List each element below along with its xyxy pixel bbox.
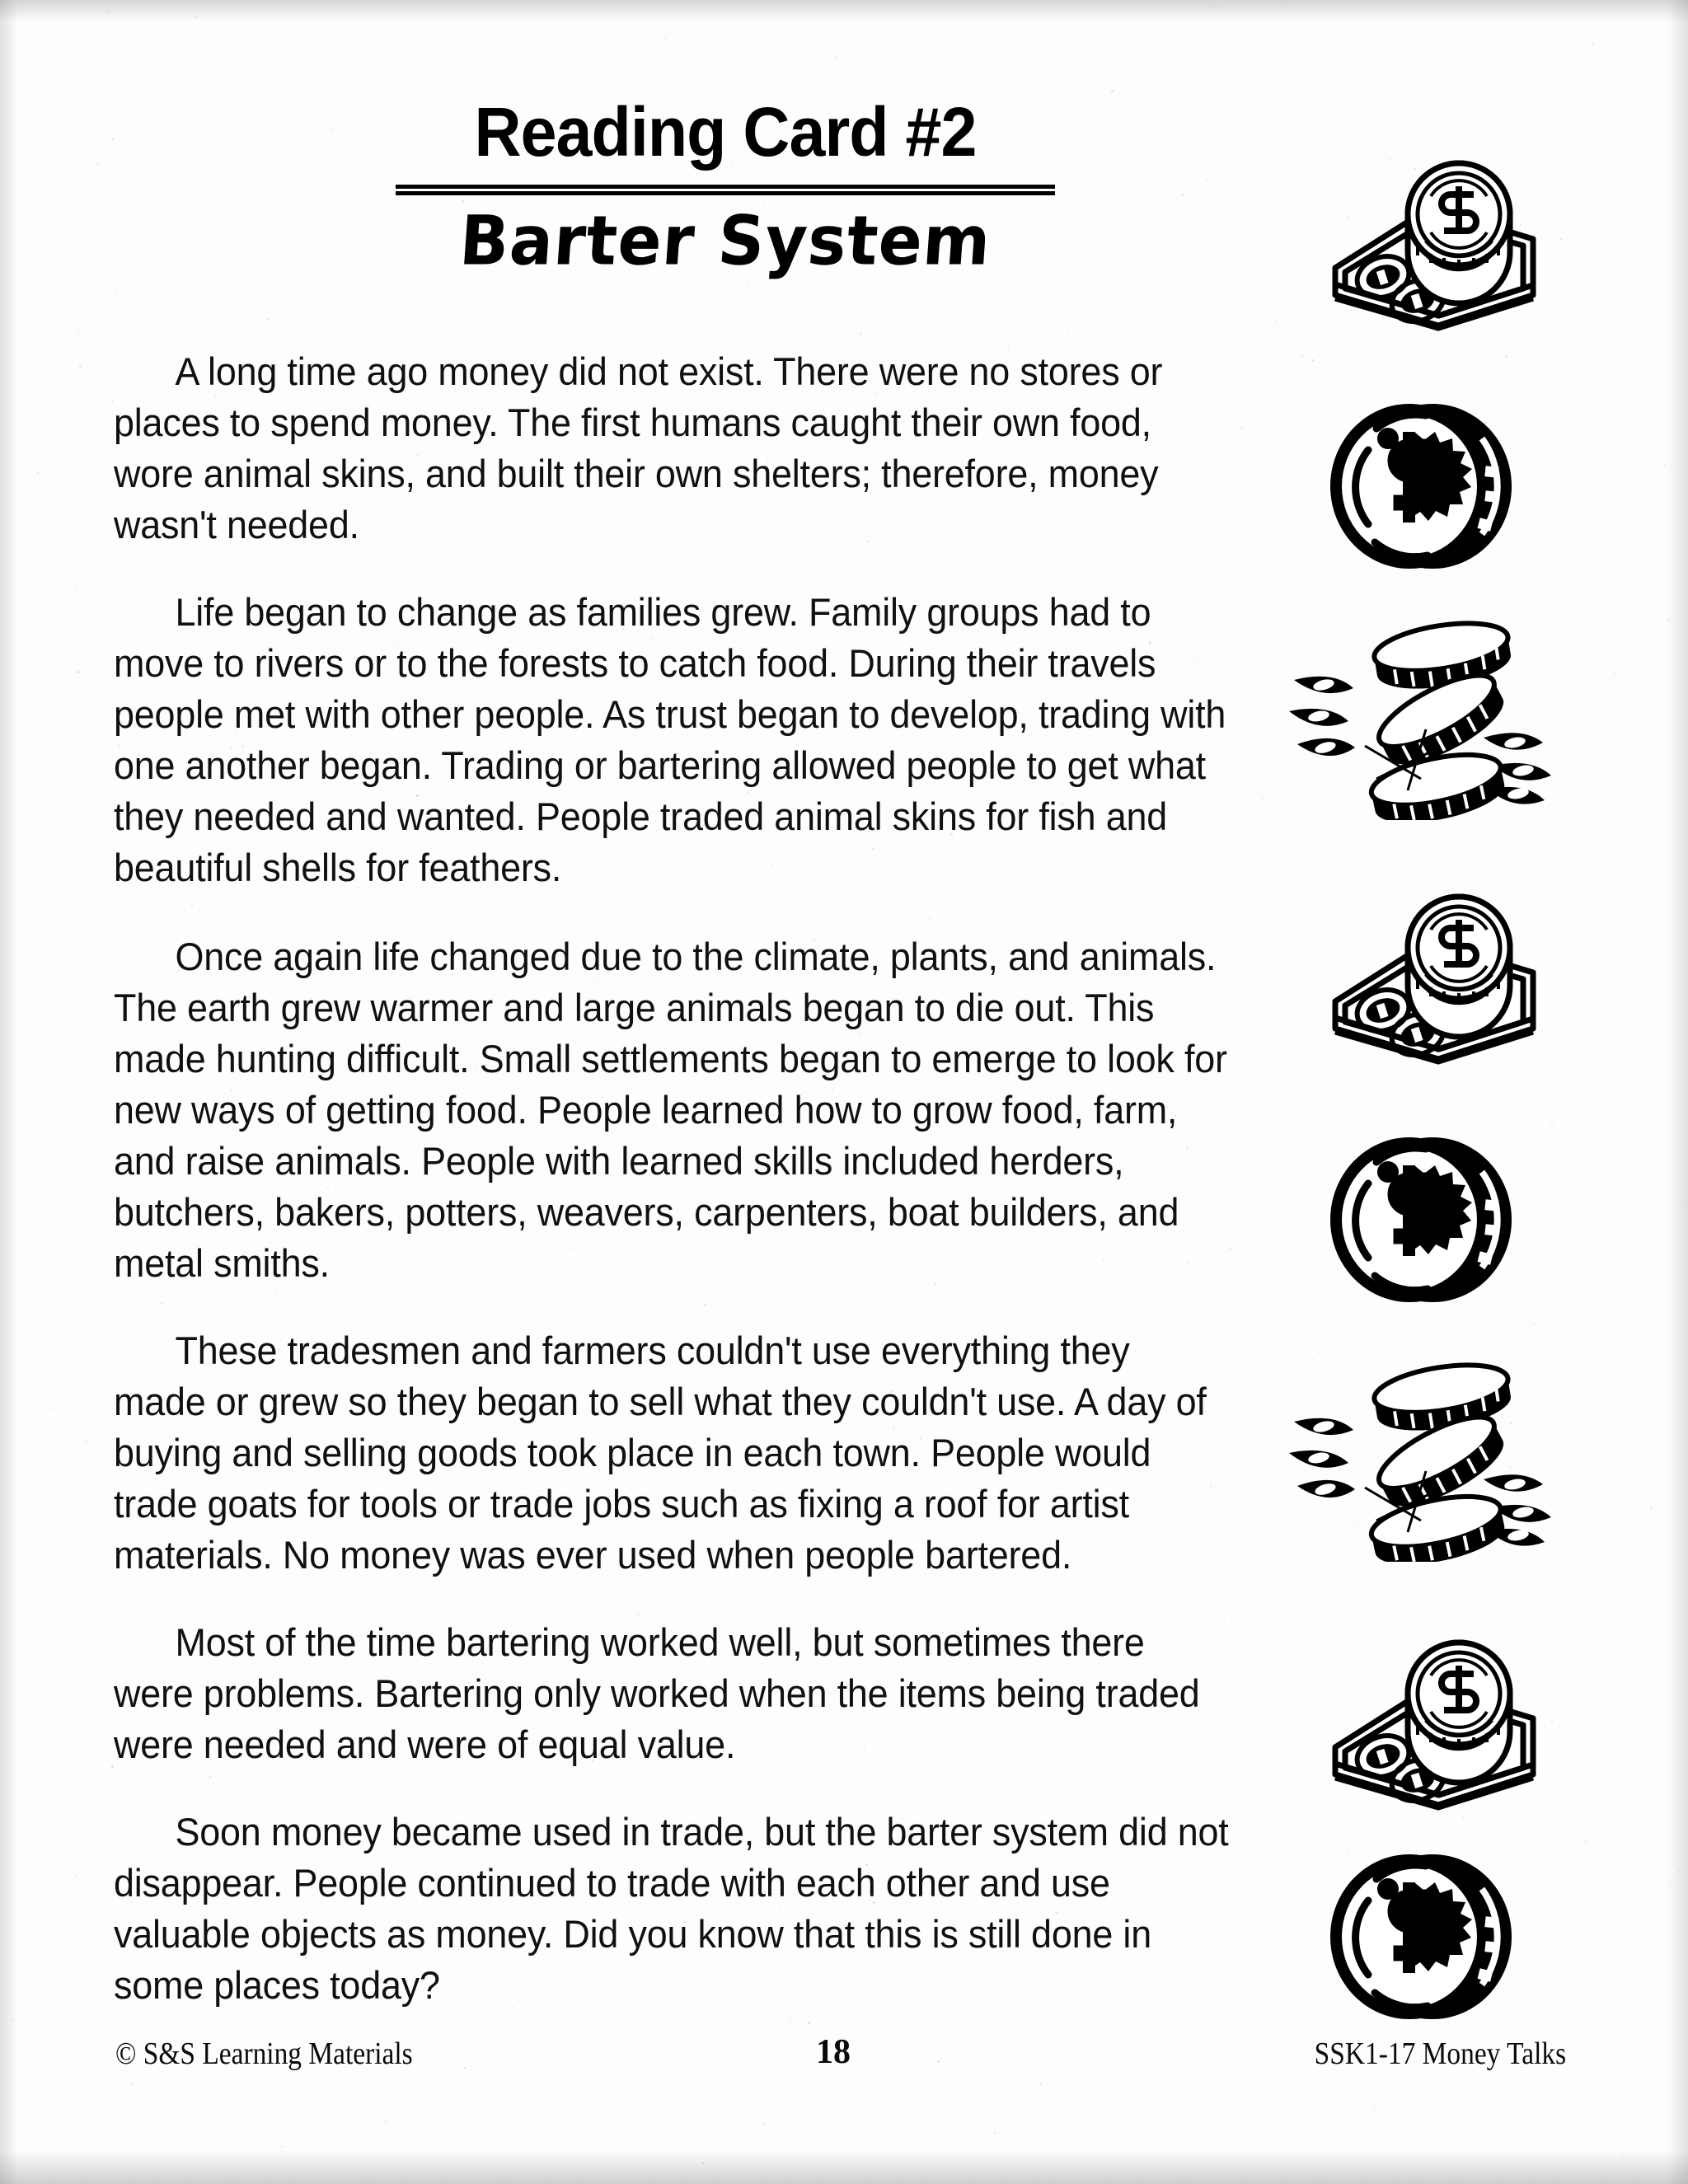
page-footer: [0, 2033, 1688, 2085]
footer-product-code: SSK1-17 Money Talks: [1314, 2036, 1566, 2071]
dollar-coin-illustration: [1309, 396, 1531, 577]
margin-illustration-column: [1286, 0, 1632, 2184]
paragraph: Soon money became used in trade, but the barter system did not disappear. People continued to trade with each other and use valuable objects as money. Did you know that this is still done in some places today?: [114, 1810, 1229, 2007]
dollar-coin-illustration: [1309, 1129, 1531, 1310]
paragraph: Once again life changed due to the climate, plants, and animals. The earth grew warmer and large animals began to die out. This made hunting difficult. Small settlements began to emerge to look for new ways of getting food. People learned how to grow food, farm, and raise animals. People with learned skills included herders, butchers, bakers, potters, weavers, carpenters, boat builders, and metal smiths.: [114, 935, 1227, 1285]
title-divider-rule: [396, 185, 1055, 195]
falling-coins-illustration: [1286, 614, 1570, 820]
page-number: 18: [816, 2033, 851, 2071]
paragraph: These tradesmen and farmers couldn't use everything they made or grew so they began to sell what they couldn't use. A day of buying and selling goods took place in each town. People would trade goats for tools or trade jobs such as fixing a roof for artist materials. No money was ever used when people bartered.: [114, 1329, 1207, 1577]
paragraph: Most of the time bartering worked well, but sometimes there were problems. Bartering only worked when the items being traded were needed and were of equal value.: [114, 1620, 1200, 1766]
paragraph: Life began to change as families grew. Family groups had to move to rivers or to the forests to catch food. During their travels people met with other people. As trust began to develop, trading with one another began. Trading or bartering allowed people to get what they needed and wanted. People traded animal skins for fish and beautiful shells for feathers.: [114, 590, 1226, 889]
page-title: Reading Card #2: [474, 93, 977, 171]
page-subtitle: Barter System: [457, 202, 994, 281]
paragraph: A long time ago money did not exist. There were no stores or places to spend money. The first humans caught their own food, wore animal skins, and built their own shelters; therefore, money wasn't needed.: [114, 349, 1163, 546]
footer-copyright: © S&S Learning Materials: [115, 2036, 413, 2071]
falling-coins-illustration: [1286, 1356, 1570, 1562]
page-header: [354, 93, 1096, 281]
coins-on-bills-illustration: [1286, 1595, 1566, 1813]
reading-passage: [114, 346, 1284, 2047]
dollar-coin-illustration: [1309, 1846, 1531, 2027]
coins-on-bills-illustration: [1286, 849, 1566, 1067]
coins-on-bills-illustration: [1286, 115, 1566, 334]
